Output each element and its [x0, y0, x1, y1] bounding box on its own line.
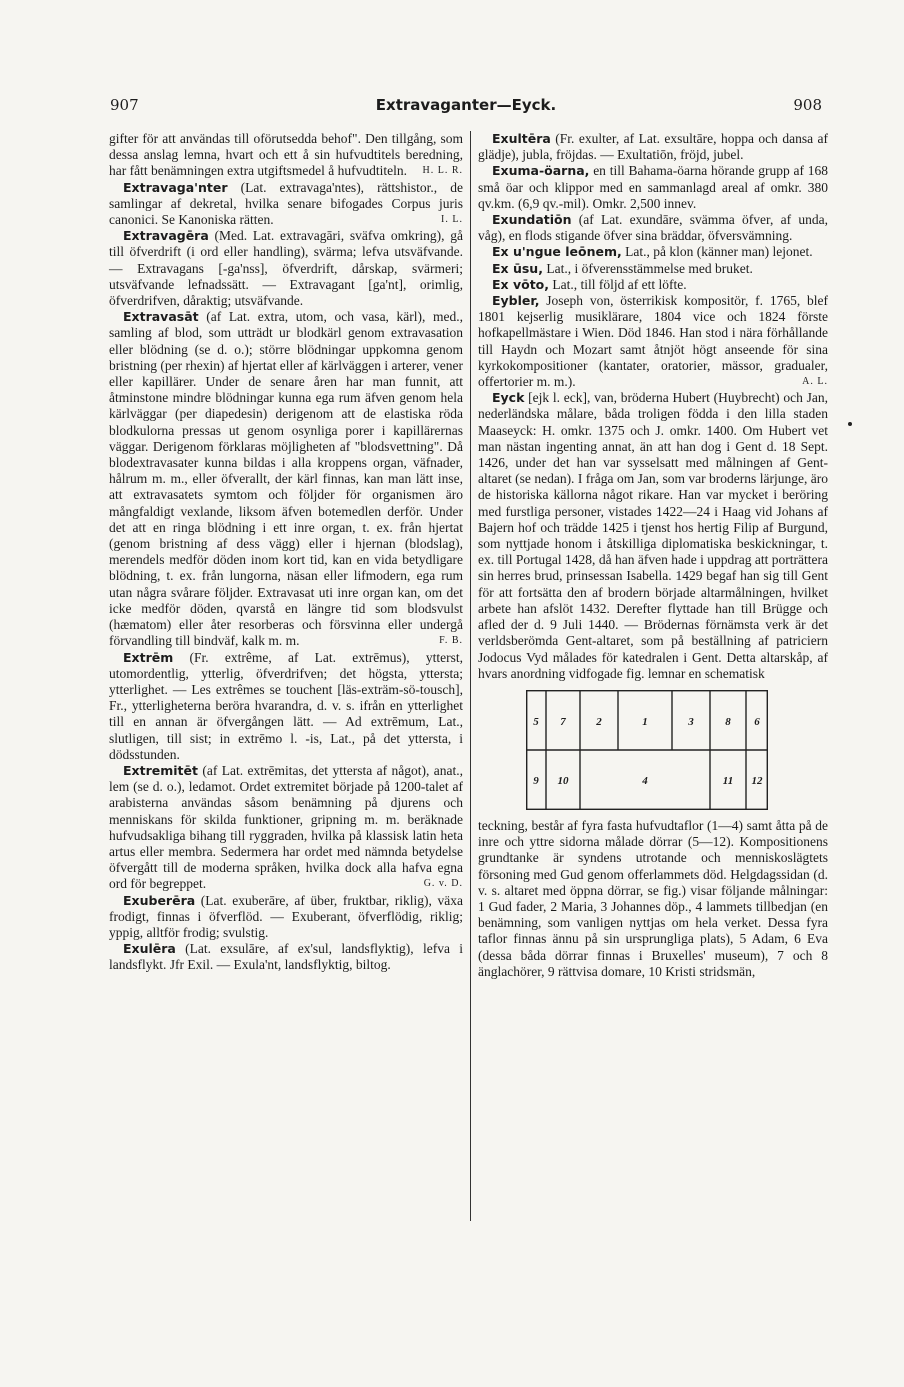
right-column-entries	[478, 131, 828, 682]
right-column	[478, 131, 828, 980]
dictionary-entry	[109, 650, 463, 763]
panel-label: 6	[754, 715, 760, 728]
entry-headword: Exundatiōn	[492, 212, 572, 228]
entry-headword: Exulēra	[123, 941, 176, 957]
dictionary-entry	[478, 277, 828, 293]
dictionary-entry	[478, 163, 828, 212]
dictionary-entry	[478, 293, 828, 390]
dictionary-entry	[478, 390, 828, 682]
author-signature: F. B.	[439, 635, 463, 647]
entry-headword: Exultēra	[492, 131, 551, 146]
panel-label: 3	[688, 715, 694, 728]
entry-headword: Ex vōto,	[492, 276, 550, 292]
page-number-left: 907	[110, 96, 139, 114]
panel-label: 11	[722, 774, 734, 787]
column-divider	[470, 131, 471, 1221]
entry-text: (Lat. exsulāre, af ex'sul, landsflyktig), lefva i landsflykt. Jfr Exil. — Exula'nt, landsflyktig, biltog.	[109, 941, 463, 973]
dictionary-entry	[478, 261, 828, 277]
entry-headword: Eyck	[492, 390, 525, 406]
entry-headword: Exuberēra	[123, 892, 196, 908]
panel-label: 4	[642, 774, 648, 787]
panel-label: 2	[596, 715, 602, 728]
entry-text: (Lat. exuberāre, af über, fruktbar, riklig), växa frodigt, finnas i öfverflöd. — Exuberant, öfverflödig, riklig; yppig, alltför frodig; svulstig.	[109, 892, 463, 940]
entry-headword: Extravasāt	[123, 309, 199, 325]
dictionary-entry	[109, 763, 463, 893]
dictionary-entry	[109, 309, 463, 649]
entry-headword: Extravaga'nter	[123, 179, 228, 195]
entry-headword: Ex ūsu,	[492, 260, 543, 276]
entry-text: (Med. Lat. extravagāri, sväfva omkring), gå till öfverdrift (i ord eller handling), svärma; lefva utsväfvande. — Extravagans [-ga'nss], öfverdrift, dårskap, svärmeri; utsväfvande lefnadssätt. — Extravagant [ga'nt], orimlig, öfverdrifven, dåraktig; utsväfvande.	[109, 228, 463, 309]
page-number-right: 908	[793, 96, 822, 114]
dictionary-entry	[109, 228, 463, 309]
entry-text: (Lat. extravaga'ntes), rättshistor., de samlingar af dekretal, hvilka senare bifogades Corpus juris canonici. Se Kanoniska rätten.	[109, 179, 463, 228]
entry-text: (Fr. exulter, af Lat. exsultāre, hoppa och dansa af glädje), jubla, fröjdas. — Exultatiōn, fröjd, jubel.	[478, 131, 828, 163]
dictionary-entry	[109, 893, 463, 942]
panel-label: 8	[725, 715, 731, 728]
dictionary-entry	[478, 131, 828, 163]
entry-text: Lat., till följd af ett löfte.	[549, 276, 687, 292]
panel-label: 1	[642, 715, 648, 728]
panel-label: 12	[751, 774, 763, 787]
altar-diagram-figure	[526, 690, 768, 810]
entry-text: (af Lat. exundāre, svämma öfver, af unda, våg), en flods stigande öfver sina bräddar, öfversvämning.	[478, 212, 828, 244]
panel-label: 5	[533, 715, 539, 728]
dictionary-entry	[109, 941, 463, 973]
entry-headword: Eybler,	[492, 293, 540, 309]
dictionary-entry	[478, 244, 828, 260]
running-title: Extravaganter—Eyck.	[375, 96, 557, 114]
dictionary-entry	[109, 180, 463, 229]
left-column	[109, 131, 463, 974]
author-signature: H. L. R.	[422, 165, 463, 177]
margin-dot	[848, 422, 852, 426]
entry-headword: Extremitēt	[123, 762, 198, 778]
entry-continuation: teckning, består af fyra fasta hufvudtaflor (1—4) samt åtta på de inre och yttre sidorna målade dörrar (5—12). Kompositionens grundtanke är syndens utrotande och menniskoslägtets försoning med Gud genom offerlammets död. Helgdagssidan (d. v. s. altaret med öppna dörrar, se fig.) visar följande målningar: 1 Gud fader, 2 Maria, 3 Johannes döp., 4 lammets tillbedjan (en benämning, som vanligen nyttjas om hela verket. Dessa fyra taflor finnas ännu på sin ursprungliga plats), 5 Adam, 6 Eva (dessa båda dörrar finnas i Bruxelles' museum), 7 och 8 änglachörer, 9 rättvisa domare, 10 Kristi stridsmän,	[478, 817, 828, 979]
entry-headword: Extravagēra	[123, 228, 209, 244]
page-header	[110, 96, 822, 120]
author-signature: G. v. D.	[423, 878, 463, 890]
author-signature: I. L.	[441, 214, 463, 226]
dictionary-entry	[478, 212, 828, 244]
entry-headword: Exuma-öarna,	[492, 163, 590, 179]
entry-text: gifter för att användas till oförutsedda behof". Den tillgång, som dessa anslag lemna, hvart och ett å sin hufvudtitels beredning, har fått benämningen extra utgiftsmedel å hufvudtiteln.	[109, 131, 463, 179]
entry-headword: Ex u'ngue leōnem,	[492, 244, 622, 260]
panel-label: 10	[557, 774, 569, 787]
entry-text: Lat., på klon (känner man) lejonet.	[621, 244, 813, 260]
entry-text: Joseph von, österrikisk kompositör, f. 1765, blef 1801 kejserlig musiklärare, 1804 vice och 1824 förste hofkapellmästare i Wien. Död 1846. Han stod i nära förhållande till Haydn och Mozart samt åtnjöt högt anseende för sina kyrkokompositioner (kantater, oratorier, mässor, gradualer, offertorier m. m.).	[478, 293, 828, 390]
author-signature: A. L.	[802, 376, 828, 388]
entry-headword: Extrēm	[123, 649, 174, 665]
entry-text: Lat., i öfverensstämmelse med bruket.	[542, 260, 753, 276]
panel-label: 7	[560, 715, 566, 728]
entry-text: (af Lat. extrēmitas, det yttersta af något), anat., lem (se d. o.), ledamot. Ordet extremitet började på 1200-talet af arabisterna användas såsom benämning på djurens och menniskans för skilda funktioner, gripning m. m. beräknade hufvudsakliga bihang till ryggraden, hvilka på klassisk latin heta artus eller membra. Sedermera har ordet med nämnda betydelse öfvergått till de moderna språken, hvilka dock alla hafva egna ord för begreppet.	[109, 762, 463, 892]
panel-label: 9	[533, 774, 539, 787]
entry-text: (Fr. extrême, af Lat. extrēmus), ytterst, utomordentlig, ytterlig, öfverdrifven; det högsta, yttersta; ytterlighet. — Les extrêmes se touchent [läs-exträm-sö-tousch], Fr., ytterligheterna beröra hvarandra, d. v. s. ifrån en ytterlighet till en annan är öfvergången lätt. — Ad extrēmum, Lat., slutligen, till sist; in extrēmo l. -is, Lat., på det yttersta, i dödsstunden.	[109, 649, 463, 762]
dictionary-entry	[109, 131, 463, 180]
entry-text: (af Lat. extra, utom, och vasa, kärl), med., samling af blod, som utträdt ur blodkärl genom extravasation eller blödning (se d. o.); större blödningar uppkomna genom bristning (per rhexin) af hjertat eller af kärlväggen i arterer, vener eller kapillärer. Under de senare åren har man funnit, att åtminstone mindre blödningar kunna ega rum äfven genom hela kärlväggar (per diapedesin) derigenom att de elastiska röda blodkulorna pressas ut genom osynliga porer i kapillärernas väggar. Derigenom förklaras möjligheten af "blodsvettning". Då blodextravasater kunna bildas i alla kroppens organ, väfnader, hålrum m. m., eller öfverallt, der kärl finnas, kan man lätt inse, att extravasatets symtom och följder för organismen äro mångfaldigt vexlande, liksom äfven botemedlen derför. Under det att en ringa blödning i ett inre organ, t. ex. från hjertat (genom bristning af dess vägg) eller i hjernan (blodslag), merendels medför döden inom kort tid, kan en vida betydligare blödning, t. ex. från lungorna, näsan eller lifmodern, ega rum utan några svårare följder. Extravasat uti inre organ kan, om det icke medför döden, qvarstå en längre tid som blodsvulst (hæmatom) eller åter resorberas och försvinna eller undergå förvandling till bindväf, kalk m. m.	[109, 309, 463, 649]
entry-text: [ejk l. eck], van, bröderna Hubert (Huybrecht) och Jan, nederländska målare, båda troligen födda i den lilla staden Maaseyck: H. omkr. 1375 och J. omkr. 1400. Om Hubert vet man nästan ingenting annat, än att han dog i Gent d. 18 Sept. 1426, under det han var sysselsatt med målningen af Gent-altaret (se nedan). I fråga om Jan, som var broderns lärjunge, äro de historiska källorna något rikare. Han var mycket i beröring med furstliga personer, vistades 1422—24 i Haag vid Johans af Bajern hof och trädde 1425 i tjenst hos hertig Filip af Burgund, som nyttjade honom i åtskilliga diplomatiska beskickningar, t. ex. till Portugal 1428, då han äfven hade i uppdrag att porträttera sin herres brud, prinsessan Isabella. 1429 begaf han sig till Gent för att fortsätta den af brodern började altarmålningen, hvilket arbete han afslöt 1432. Derefter flyttade han till Brügge och afled der d. 9 Juli 1440. — Brödernas förnämsta verk är det verldsberömda Gent-altaret, som på beställning af patriciern Jodocus Vyd målades för katedralen i Gent. Detta altarskåp, af hvars anordning vidfogade fig. lemnar en schematisk	[478, 390, 828, 681]
altar-diagram	[526, 690, 768, 810]
entry-text: en till Bahama-öarna hörande grupp af 168 små öar och klippor med en sammanlagd areal af omkr. 380 qv.km. (6,9 qv.-mil). Omkr. 2,500 innev.	[478, 163, 828, 211]
